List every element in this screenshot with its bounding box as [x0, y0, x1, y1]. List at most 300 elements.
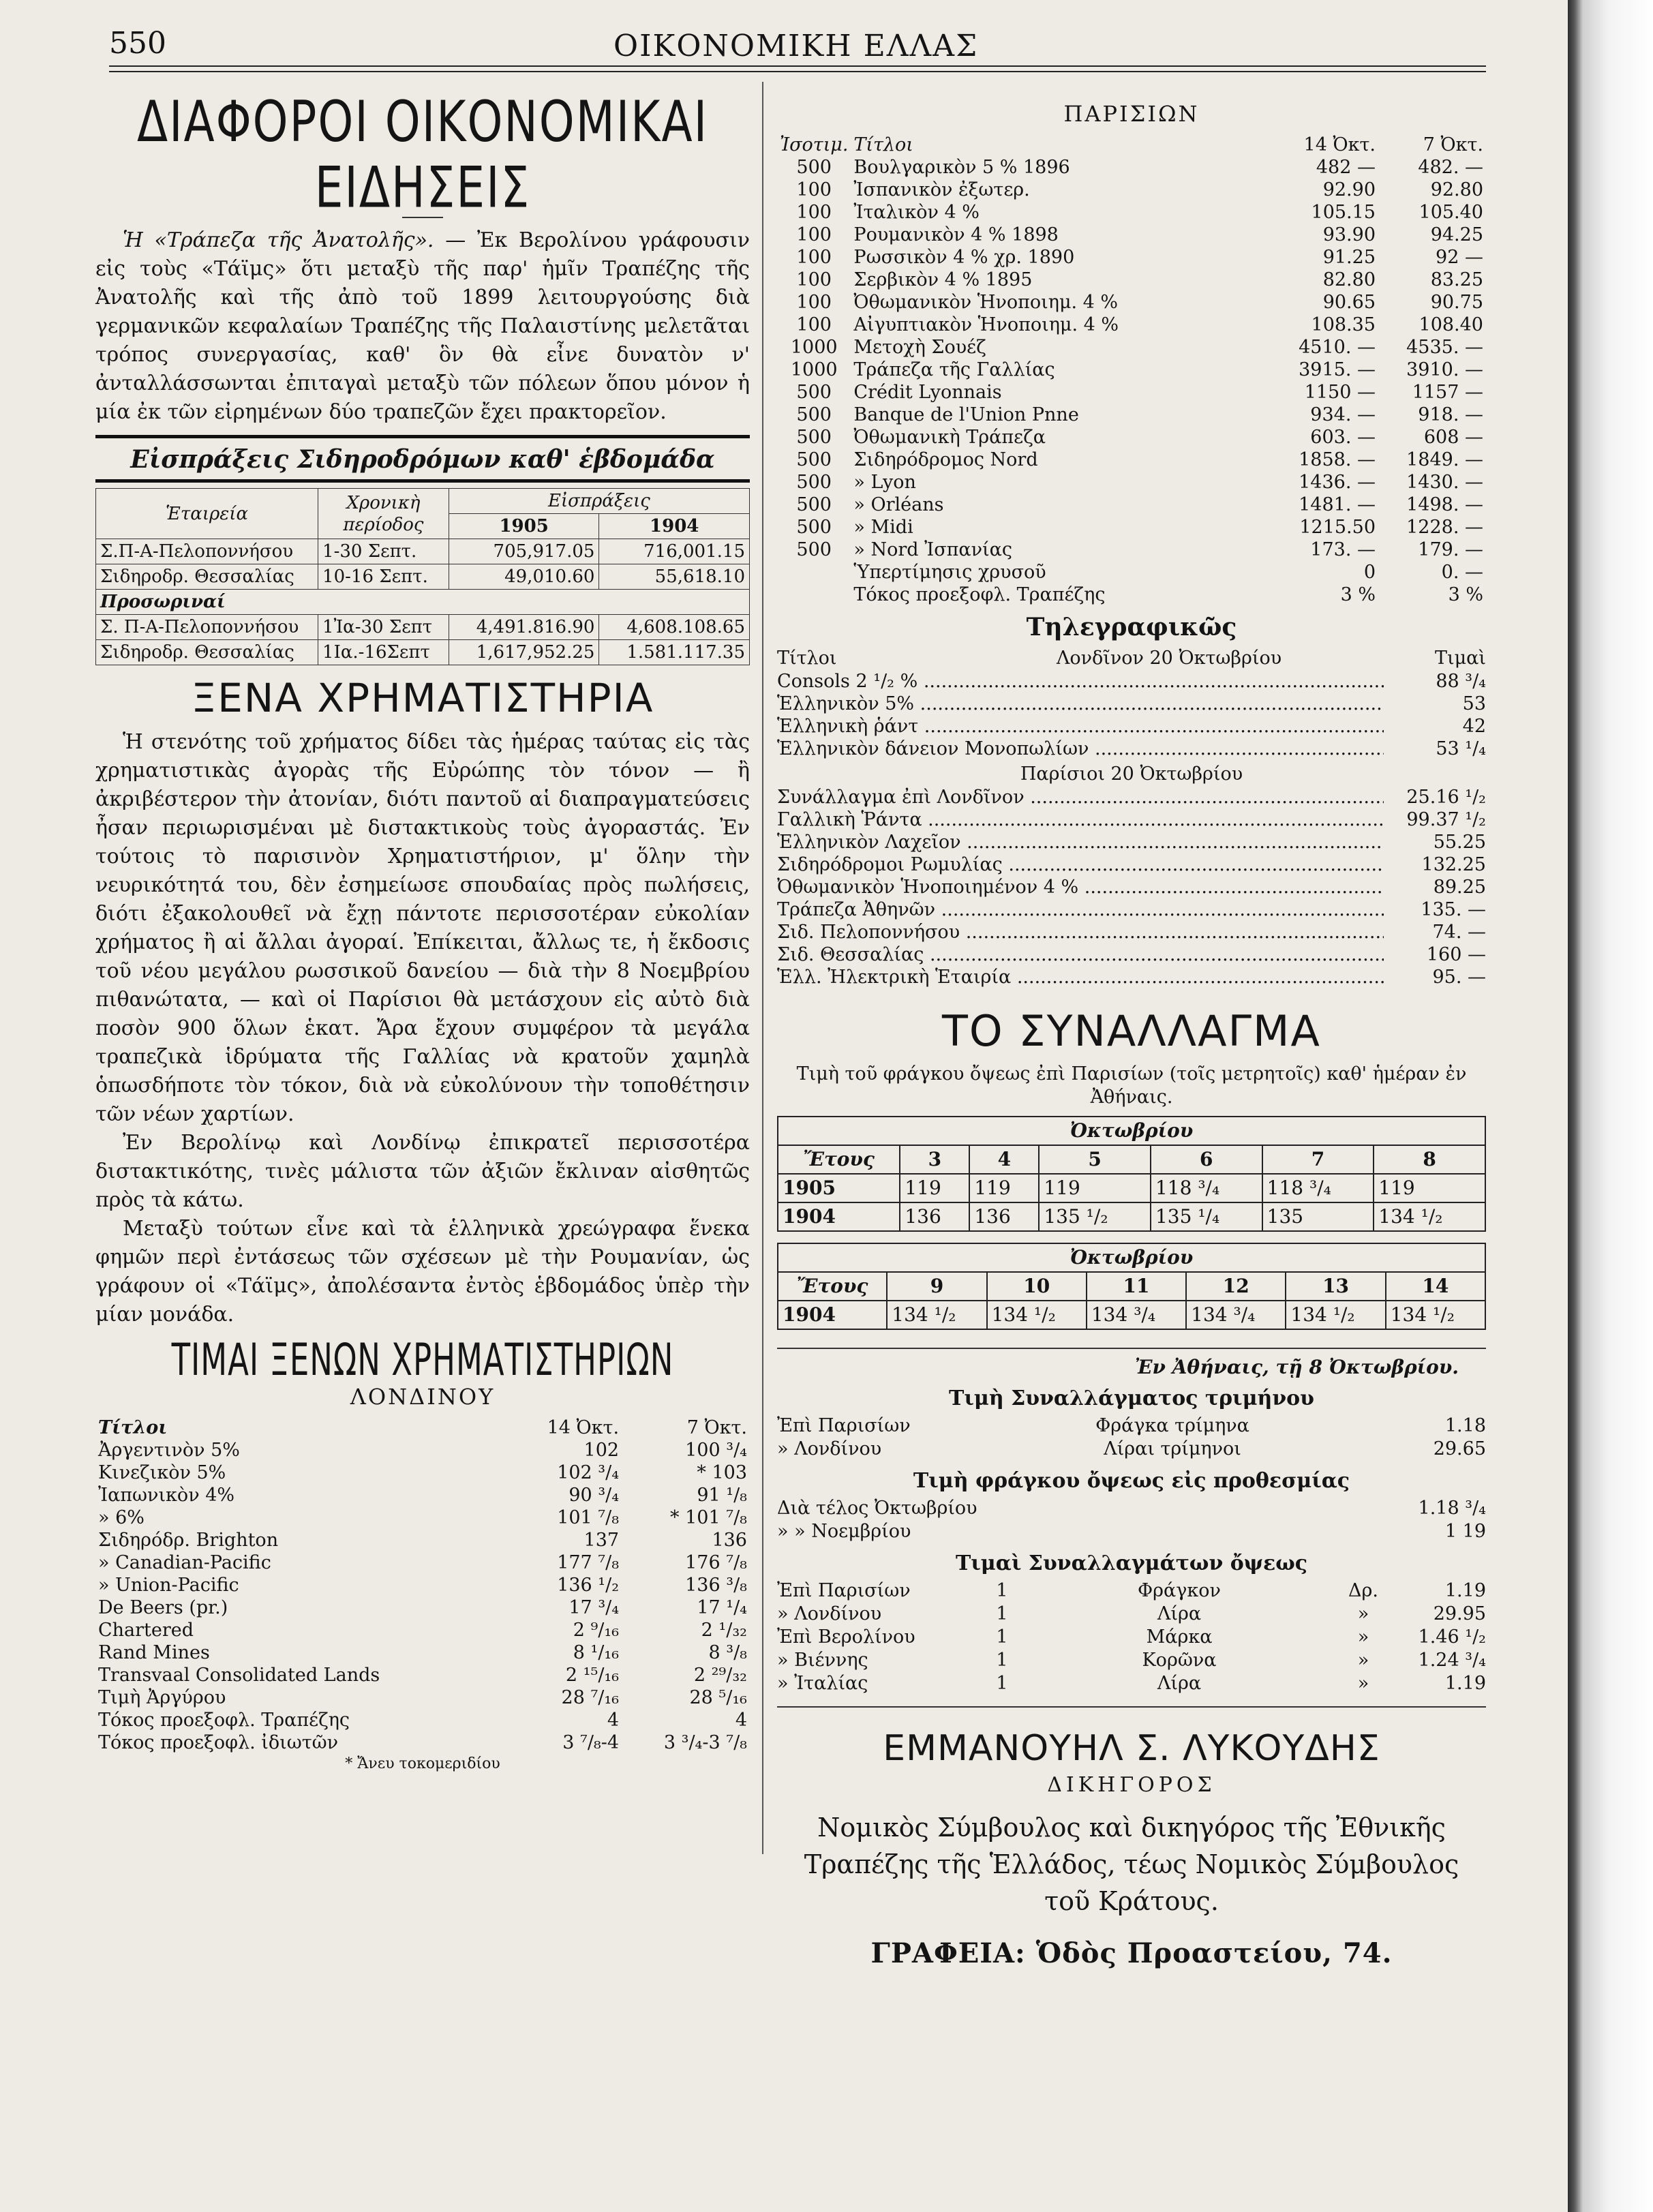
par	[777, 584, 851, 606]
currency: Φράγκον	[1138, 1580, 1221, 1601]
par: 500	[796, 404, 832, 425]
value-b: 3 %	[1448, 584, 1483, 605]
value-a: 49,010.60	[449, 564, 599, 590]
list-item	[777, 1672, 1486, 1695]
table-row	[95, 1641, 750, 1664]
cell: 7	[1262, 1145, 1374, 1174]
cell: 134 ³/₄	[1087, 1301, 1186, 1329]
value: 53	[1462, 693, 1486, 714]
title: Τόκος προεξοφλ. ἰδιωτῶν	[98, 1732, 339, 1753]
table-row	[777, 224, 1486, 246]
telegraph-heading: Τηλεγραφικῶς	[1026, 613, 1237, 641]
list-item	[777, 1414, 1486, 1438]
cell: 13	[1286, 1272, 1385, 1301]
title: Αἰγυπτιακὸν Ἡνοποιημ. 4 %	[853, 314, 1119, 335]
value-b: 1157 —	[1412, 382, 1483, 403]
cell: 6	[1151, 1145, 1262, 1174]
value-a: 1858. —	[1299, 449, 1376, 470]
col-title: Τίτλοι	[853, 134, 913, 155]
par: 1000	[790, 359, 838, 380]
list-item	[777, 1520, 1486, 1543]
value: 1.19	[1444, 1673, 1486, 1694]
amount: 1	[996, 1650, 1008, 1671]
table-row	[95, 1461, 750, 1484]
value-b: 91 ¹/₈	[697, 1485, 747, 1506]
paris-table	[777, 134, 1486, 606]
title: Ἰαπωνικὸν 4%	[98, 1485, 235, 1506]
title: » Canadian-Pacific	[98, 1552, 271, 1573]
title: » Midi	[853, 517, 913, 538]
period: 1Ια.-16Σεπτ	[318, 640, 449, 665]
value-a: 3915. —	[1299, 359, 1376, 380]
cell: 134 ¹/₂	[1386, 1301, 1485, 1329]
unit: »	[1357, 1673, 1369, 1694]
par: 500	[796, 157, 832, 178]
list-item	[777, 943, 1486, 966]
title: Ρωσσικὸν 4 % χρ. 1890	[853, 247, 1075, 268]
value-b: 136	[712, 1530, 747, 1551]
value: 29.65	[1433, 1438, 1486, 1459]
london-title: ΛΟΝΔΙΝΟΥ	[350, 1384, 496, 1410]
cell: 134 ¹/₂	[1286, 1301, 1385, 1329]
period: 1Ἰα-30 Σεπτ	[318, 615, 449, 640]
right-column	[777, 75, 1486, 1969]
value-b: 108.40	[1419, 314, 1483, 335]
title: Μετοχὴ Σουέζ	[853, 337, 986, 358]
value-b: 482. —	[1418, 157, 1483, 178]
value-b: * 101 ⁷/₈	[670, 1507, 747, 1528]
title: » 6%	[98, 1507, 145, 1528]
value-a: 92.90	[1322, 179, 1376, 200]
foreign-paragraph-3: Μεταξὺ τούτων εἶνε καὶ τὰ ἑλληνικὰ χρεώγραφα ἕνεκα φημῶν περὶ ἐντάσεως τῶν σχέσεων μὲ τὴν Ρουμανίαν, ὡς γράφουν οἱ «Τάϊμς», ἀπολέσαντα ἐντὸς ἑβδομάδος ὑπὲρ τὴν μίαν μονάδα.	[95, 1217, 750, 1327]
ad-name: ΕΜΜΑΝΟΥΗΛ Σ. ΛΥΚΟΥΔΗΣ	[883, 1728, 1380, 1769]
title: Σιδηρόδρομος Nord	[853, 449, 1038, 470]
value-b: 1.581.117.35	[599, 640, 750, 665]
list-item	[777, 1438, 1486, 1461]
value-b: 94.25	[1430, 224, 1483, 245]
value-b: 0. —	[1441, 562, 1483, 583]
paris-title: ΠΑΡΙΣΙΩΝ	[1063, 101, 1200, 127]
unit: »	[1357, 1650, 1369, 1671]
title: Chartered	[98, 1620, 194, 1641]
col-par: Ἰσοτιμ.	[780, 134, 849, 155]
value-a: 2 ¹⁵/₁₆	[565, 1665, 620, 1686]
value-b: 92.80	[1430, 179, 1483, 200]
currency: Φράγκα τρίμηνα	[1095, 1415, 1249, 1436]
cell: 12	[1186, 1272, 1286, 1301]
value-a: 28 ⁷/₁₆	[561, 1687, 620, 1708]
list-item	[777, 853, 1486, 876]
value-a: 1150 —	[1304, 382, 1376, 403]
title: Consols 2 ¹/₂ % .....	[777, 670, 1384, 693]
amount: 1	[996, 1580, 1008, 1601]
table-row	[777, 201, 1486, 224]
table-row	[777, 449, 1486, 471]
cell: 134 ¹/₂	[1374, 1202, 1485, 1231]
month-label: Ὀκτωβρίου	[778, 1243, 1485, 1272]
list-item	[777, 831, 1486, 853]
col-a: 14 Ὀκτ.	[1303, 134, 1376, 155]
foreign-heading: ΞΕΝΑ ΧΡΗΜΑΤΙΣΤΗΡΙΑ	[191, 675, 654, 721]
par: 1000	[790, 337, 838, 358]
value-b: 2 ¹/₃₂	[701, 1620, 747, 1641]
value: 88 ³/₄	[1436, 671, 1486, 692]
table-row	[777, 314, 1486, 336]
title: Σιδ. Θεσσαλίας .....	[777, 943, 1384, 966]
value-b: 92 —	[1436, 247, 1483, 268]
news-paragraph	[95, 226, 750, 427]
title: » Orléans	[853, 494, 944, 515]
value-a: 82.80	[1322, 269, 1376, 290]
list-item	[777, 808, 1486, 831]
table-row	[95, 1551, 750, 1574]
col-b: 7 Ὀκτ.	[686, 1417, 747, 1438]
title: » Lyon	[853, 472, 916, 493]
value-a: 934. —	[1310, 404, 1376, 425]
unit: »	[1357, 1626, 1369, 1648]
year-1904: 1904	[778, 1202, 900, 1231]
value: 55.25	[1433, 832, 1486, 853]
currency: Κορῶνα	[1142, 1650, 1217, 1671]
athens-heading-2: Τιμὴ φράγκου ὄψεως εἰς προθεσμίας	[913, 1469, 1350, 1493]
table-row	[777, 381, 1486, 404]
value: 29.95	[1433, 1603, 1486, 1624]
exchange-heading: ΤΟ ΣΥΝΑΛΛΑΓΜΑ	[942, 1006, 1321, 1056]
cell: 136	[900, 1202, 969, 1231]
month-label: Ὀκτωβρίου	[778, 1117, 1485, 1145]
table-row	[777, 246, 1486, 269]
title: Τόκος προεξοφλ. Τραπέζης	[98, 1710, 350, 1731]
list-item	[777, 1626, 1486, 1649]
year-label: Ἔτους	[778, 1272, 887, 1301]
year-label: Ἔτους	[778, 1145, 900, 1174]
par: 100	[796, 179, 832, 200]
cell: 119	[1374, 1174, 1485, 1202]
value-a: 1,617,952.25	[449, 640, 599, 665]
col-b: 7 Ὀκτ.	[1423, 134, 1483, 155]
title: Τόκος προεξοφλ. Τραπέζης	[853, 584, 1106, 605]
value-b: 918. —	[1418, 404, 1483, 425]
value-a: 8 ¹/₁₆	[573, 1642, 620, 1663]
currency: Λίρα	[1157, 1603, 1202, 1624]
left-column	[95, 75, 750, 1772]
value-b: 83.25	[1430, 269, 1483, 290]
title: Συνάλλαγμα ἐπὶ Λονδῖνον .....	[777, 786, 1384, 808]
value: 1.18	[1444, 1415, 1486, 1436]
london-footnote: * Ἄνευ τοκομεριδίου	[345, 1755, 500, 1772]
table-row	[777, 404, 1486, 426]
par: 100	[796, 247, 832, 268]
list-item	[777, 693, 1486, 715]
par: 500	[796, 382, 832, 403]
ad-profession: ΔΙΚΗΓΟΡΟΣ	[1047, 1773, 1216, 1797]
title: Σιδ. Πελοποννήσου .....	[777, 921, 1384, 943]
title: Τράπεζα τῆς Γαλλίας	[853, 359, 1055, 380]
title: Τράπεζα Ἀθηνῶν .....	[777, 898, 1384, 921]
value-b: 1498. —	[1406, 494, 1483, 515]
title: Ὀθωμανικὸν Ἡνοποιημένον 4 % .....	[777, 876, 1384, 898]
title: De Beers (pr.)	[98, 1597, 228, 1618]
news-lead: Ἡ «Τράπεζα τῆς Ἀνατολῆς».	[123, 228, 434, 252]
company: Σιδηροδρ. Θεσσαλίας	[96, 564, 318, 590]
cell: 134 ¹/₂	[887, 1301, 986, 1329]
list-item	[777, 898, 1486, 921]
athens-heading-3: Τιμαὶ Συναλλαγμάτων ὄψεως	[955, 1551, 1308, 1575]
table-row	[95, 1709, 750, 1731]
value-b: 4	[735, 1710, 747, 1731]
value: 99.37 ¹/₂	[1406, 809, 1486, 830]
title: Σιδηρόδρ. Brighton	[98, 1530, 279, 1551]
title: Ὀθωμανικὴ Τράπεζα	[853, 427, 1046, 448]
list-item	[777, 786, 1486, 808]
col-period: Χρονικὴ περίοδος	[318, 489, 449, 539]
news-text: — Ἐκ Βερολίνου γράφουσιν εἰς τοὺς «Τάϊμς» ὅτι μεταξὺ τῆς παρ' ἡμῖν Τραπέζης τῆς Ἀνατολῆς καὶ τῆς ἀπὸ τοῦ 1899 λειτουργούσης διὰ γερμανικῶν κεφαλαίων Τραπέζης τῆς Παλαιστίνης μελετᾶται τρόπος συνεργασίας, καθ' ὃν θὰ εἶνε δυνατὸν ν' ἀνταλλάσσωνται ἐπιταγαὶ μεταξὺ τῶν πόλεων ὅπου μόνον ἡ μία ἐκ τῶν εἰρημένων δύο τραπεζῶν ἔχει πρακτορεῖον.	[95, 228, 750, 424]
title: Βουλγαρικὸν 5 % 1896	[853, 157, 1070, 178]
revenue-heading: Εἰσπράξεις Σιδηροδρόμων καθ' ἑβδομάδα	[130, 445, 715, 474]
list-item	[777, 1579, 1486, 1603]
col-a: 14 Ὀκτ.	[547, 1417, 620, 1438]
value-a: 1215.50	[1299, 517, 1376, 538]
separator	[95, 479, 750, 483]
company: Σ.Π-Α-Πελοποννήσου	[96, 539, 318, 564]
value-a: 108.35	[1311, 314, 1376, 335]
title: Ρουμανικὸν 4 % 1898	[853, 224, 1059, 245]
title: Γαλλικὴ Ῥάντα .....	[777, 808, 1384, 831]
value-a: 4510. —	[1299, 337, 1376, 358]
value: 160 —	[1426, 944, 1486, 965]
value-a: 102	[583, 1440, 620, 1461]
exchange-table-1	[777, 1116, 1486, 1232]
table-row	[95, 1619, 750, 1641]
value: 1 19	[1444, 1521, 1486, 1542]
value: 1.24 ³/₄	[1418, 1650, 1486, 1671]
value-a: 3 ⁷/₈-4	[562, 1732, 620, 1753]
value-a: 177 ⁷/₈	[557, 1552, 620, 1573]
value-b: 105.40	[1419, 202, 1483, 223]
place: » Ἰταλίας	[777, 1673, 868, 1694]
par: 500	[796, 539, 832, 560]
table-row	[777, 359, 1486, 381]
paris-caption-row	[777, 763, 1486, 786]
term: Διὰ τέλος Ὀκτωβρίου	[777, 1498, 977, 1519]
value-a: 137	[583, 1530, 620, 1551]
foreign-paragraph-2: Ἐν Βερολίνῳ καὶ Λονδίνῳ ἐπικρατεῖ περισσοτέρα διστακτικότης, τινὲς μάλιστα τῶν ἀξιῶν ἔκλιναν αἰσθητῶς πρὸς τὰ κάτω.	[95, 1131, 750, 1212]
journal-title: ΟΙΚΟΝΟΜΙΚΗ ΕΛΛΑΣ	[613, 29, 979, 63]
table-row	[777, 156, 1486, 179]
year-1905: 1905	[778, 1174, 900, 1202]
title: Τιμὴ Ἀργύρου	[98, 1687, 226, 1708]
title: Ἑλληνικὸν δάνειον Μονοπωλίων .....	[777, 738, 1384, 760]
value-a: 1436. —	[1299, 472, 1376, 493]
cell: 11	[1087, 1272, 1186, 1301]
table-row	[95, 1439, 750, 1461]
value-a: 705,917.05	[449, 539, 599, 564]
company: Σιδηροδρ. Θεσσαλίας	[96, 640, 318, 665]
page-number: 550	[109, 26, 166, 61]
place: Ἐπὶ Παρισίων	[777, 1415, 911, 1436]
table-row	[777, 291, 1486, 314]
title: Banque de l'Union Pnne	[853, 404, 1079, 425]
cell: 134 ¹/₂	[987, 1301, 1087, 1329]
par: 100	[796, 224, 832, 245]
value-b: 90.75	[1430, 292, 1483, 313]
list-item	[777, 1649, 1486, 1672]
value: 1.18 ³/₄	[1418, 1498, 1486, 1519]
title: Κινεζικὸν 5%	[98, 1462, 226, 1483]
title: Ἑλλ. Ἠλεκτρικὴ Ἑταιρία .....	[777, 966, 1384, 988]
value-a: 90.65	[1322, 292, 1376, 313]
place: Ἐπὶ Βερολίνου	[777, 1626, 915, 1648]
value-b: 716,001.15	[599, 539, 750, 564]
value-b: 17 ¹/₄	[697, 1597, 747, 1618]
place: » Βιέννης	[777, 1650, 868, 1671]
cell: 136	[969, 1202, 1039, 1231]
place: » Λονδίνου	[777, 1603, 882, 1624]
page-edge	[1568, 0, 1653, 2212]
value-a: 2 ⁹/₁₆	[573, 1620, 620, 1641]
table-row	[96, 615, 750, 640]
value-b: 55,618.10	[599, 564, 750, 590]
table-row	[95, 1574, 750, 1596]
athens-dateline: Ἐν Ἀθήναις, τῇ 8 Ὀκτωβρίου.	[1134, 1356, 1459, 1378]
par: 100	[796, 292, 832, 313]
cell: 135	[1262, 1202, 1374, 1231]
value-a: 105.15	[1311, 202, 1376, 223]
cell: 3	[900, 1145, 969, 1174]
col-title: Τίτλοι	[777, 648, 837, 669]
value: 135. —	[1421, 899, 1486, 920]
par: 100	[796, 269, 832, 290]
exchange-table-2	[777, 1243, 1486, 1330]
value: 53 ¹/₄	[1436, 738, 1486, 759]
value-b: * 103	[697, 1462, 747, 1483]
table-row	[777, 471, 1486, 494]
table-row	[96, 539, 750, 564]
table-row	[95, 1731, 750, 1754]
value: 25.16 ¹/₂	[1406, 787, 1486, 808]
par: 500	[796, 427, 832, 448]
paris-caption: Παρίσιοι 20 Ὀκτωβρίου	[1020, 763, 1243, 785]
cell: 119	[1039, 1174, 1151, 1202]
value-b: 176 ⁷/₈	[685, 1552, 747, 1573]
table-row	[96, 564, 750, 590]
title: Rand Mines	[98, 1642, 210, 1663]
list-item	[777, 715, 1486, 738]
separator	[777, 1348, 1486, 1349]
exchange-subtitle: Τιμὴ τοῦ φράγκου ὄψεως ἐπὶ Παρισίων (τοῖς μετρητοῖς) καθ' ἡμέραν ἐν Ἀθήναις.	[796, 1063, 1467, 1108]
cell: 14	[1386, 1272, 1485, 1301]
par: 500	[796, 494, 832, 515]
title: Ὀθωμανικὸν Ἡνοποιημ. 4 %	[853, 292, 1119, 313]
title: Ἰταλικὸν 4 %	[853, 202, 980, 223]
title: Ἑλληνικὸν Λαχεῖον .....	[777, 831, 1384, 853]
cell: 9	[887, 1272, 986, 1301]
value-b: 3910. —	[1406, 359, 1483, 380]
foreign-paragraph-1: Ἡ στενότης τοῦ χρήματος δίδει τὰς ἡμέρας ταύτας εἰς τὰς χρηματιστικὰς ἀγορὰς τῆς Εὐρώπης τὸν τόνον — ἢ ἀκριβέστερον τὴν ἀτονίαν, διότι παντοῦ αἱ διαπραγματεύσεις ἦσαν περιωρισμέναι μὲ διστακτικοὺς τοὺς ἀγοραστάς. Ἐν τούτοις τὸ παρισινὸν Χρηματιστήριον, μ' ὅλην τὴν νευρικότητά του, δὲν ἐσημείωσε σπουδαίας πρὸς πωλήσεις, διότι ἐξακολουθεῖ νὰ ἔχῃ πάντοτε περισσοτέραν εὐκολίαν χρήματος ἢ αἱ ἄλλαι ἀγοραί. Ἐπίκειται, ἄλλως τε, ἡ ἔκδοσις τοῦ νέου μεγάλου ρωσσικοῦ δανείου — διὰ τὴν 8 Νοεμβρίου πιθανώτατα, — καὶ οἱ Παρίσιοι θὰ μετάσχουν εἰς αὐτὸ διὰ ποσὸν 900 ὅλων ἑκατ. Ἄρα ἔχουν συμφέρον τὰ μεγάλα τραπεζικὰ ἱδρύματα τῆς Γαλλίας νὰ κρατοῦν χαμηλὰ ὁπωσδήποτε τὸν τόκον, διὰ νὰ εὐκολύνουν τὴν τοποθέτησιν τῶν νέων χαρτίων.	[95, 730, 750, 1126]
title: » Union-Pacific	[98, 1575, 239, 1596]
company: Σ. Π-Α-Πελοποννήσου	[96, 615, 318, 640]
place: » Λονδίνου	[777, 1438, 882, 1459]
table-row	[777, 426, 1486, 449]
value: 1.19	[1444, 1580, 1486, 1601]
title: Σιδηρόδρομοι Ρωμυλίας .....	[777, 853, 1384, 876]
table-row	[777, 494, 1486, 516]
value-b: 4,608.108.65	[599, 615, 750, 640]
cell: 8	[1374, 1145, 1485, 1174]
value-a: 17 ³/₄	[568, 1597, 620, 1618]
title: Ἑλληνικὴ ῥάντ .....	[777, 715, 1384, 738]
value-a: 3 %	[1340, 584, 1376, 605]
year-a: 1905	[449, 514, 599, 539]
value-a: 4	[607, 1710, 620, 1731]
par: 100	[796, 202, 832, 223]
value-a: 603. —	[1310, 427, 1376, 448]
title: » Nord Ἰσπανίας	[853, 539, 1012, 560]
separator	[95, 435, 750, 438]
value-b: 100 ³/₄	[685, 1440, 747, 1461]
table-row	[777, 336, 1486, 359]
currency: Λίρα	[1157, 1673, 1202, 1694]
amount: 1	[996, 1673, 1008, 1694]
list-item	[777, 966, 1486, 988]
col-receipts: Εἰσπράξεις	[449, 489, 749, 514]
title: Crédit Lyonnais	[853, 382, 1002, 403]
value: 1.46 ¹/₂	[1418, 1626, 1486, 1648]
value: 95. —	[1432, 967, 1486, 988]
value: 74. —	[1432, 922, 1486, 943]
cell: 134 ³/₄	[1186, 1301, 1286, 1329]
table-row	[95, 1596, 750, 1619]
value-b: 1228. —	[1406, 517, 1483, 538]
prices-heading: ΤΙΜΑΙ ΞΕΝΩΝ ΧΡΗΜΑΤΙΣΤΗΡΙΩΝ	[171, 1334, 674, 1386]
cell: 135 ¹/₂	[1039, 1202, 1151, 1231]
list-item	[777, 1603, 1486, 1626]
value-a: 4,491.816.90	[449, 615, 599, 640]
london-table	[95, 1416, 750, 1754]
value-b: 1849. —	[1406, 449, 1483, 470]
title: Ἑλληνικὸν 5% .....	[777, 693, 1384, 715]
value-b: 179. —	[1418, 539, 1483, 560]
value: 42	[1462, 716, 1486, 737]
table-row	[95, 1664, 750, 1686]
cell: 118 ³/₄	[1151, 1174, 1262, 1202]
cell: 10	[987, 1272, 1087, 1301]
currency: Λίραι τρίμηνοι	[1104, 1438, 1241, 1459]
list-item	[777, 1497, 1486, 1520]
list-item	[777, 670, 1486, 693]
value-a: 136 ¹/₂	[557, 1575, 620, 1596]
cell: 4	[969, 1145, 1039, 1174]
table-row	[777, 269, 1486, 291]
column-divider	[762, 82, 763, 1854]
news-heading: ΔΙΑΦΟΡΟΙ ΟΙΚΟΝΟΜΙΚΑΙ ΕΙΔΗΣΕΙΣ	[136, 89, 709, 221]
london-caption: Λονδῖνον 20 Ὀκτωβρίου	[1056, 648, 1282, 669]
value-b: 3 ³/₄-3 ⁷/₈	[663, 1732, 747, 1753]
currency: Μάρκα	[1146, 1626, 1213, 1648]
par: 500	[796, 517, 832, 538]
athens-heading-1: Τιμὴ Συναλλάγματος τριμήνου	[949, 1387, 1314, 1410]
table-row	[96, 640, 750, 665]
table-row	[777, 179, 1486, 201]
place: Ἐπὶ Παρισίων	[777, 1580, 911, 1601]
table-row	[95, 1529, 750, 1551]
table-row	[777, 539, 1486, 561]
value-b: 28 ⁵/₁₆	[689, 1687, 747, 1708]
period: 10-16 Σεπτ.	[318, 564, 449, 590]
cell: 135 ¹/₄	[1151, 1202, 1262, 1231]
value-a: 482 —	[1316, 157, 1376, 178]
table-row	[95, 1686, 750, 1709]
